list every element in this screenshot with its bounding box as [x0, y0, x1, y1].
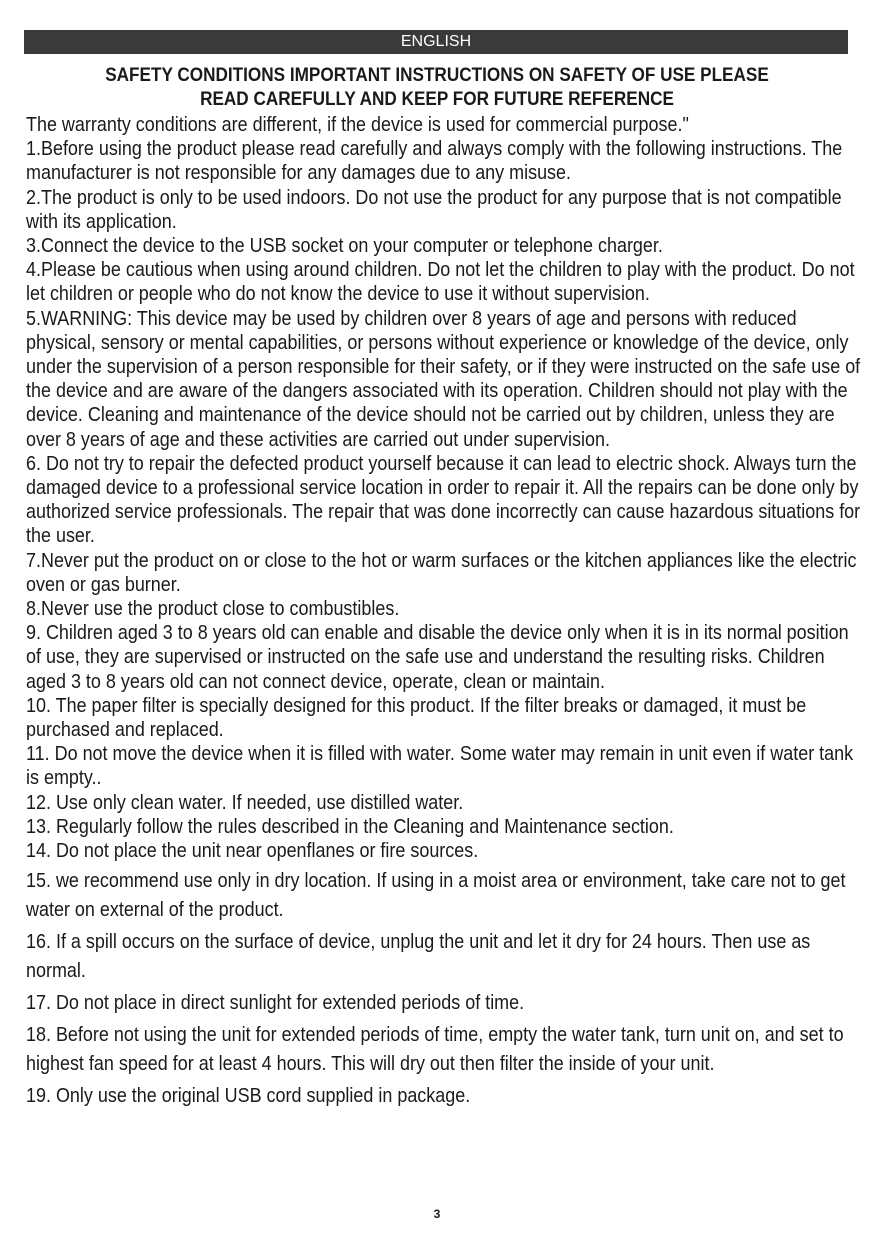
instruction-item: 7.Never put the product on or close to the hot or warm surfaces or the kitchen appliances like the electric oven or gas burner.	[26, 548, 857, 596]
instruction-item: 10. The paper filter is specially designed for this product. If the filter breaks or damaged, it must be purchased and replaced.	[26, 693, 807, 742]
instruction-item: 13. Regularly follow the rules described in the Cleaning and Maintenance section.	[26, 814, 674, 838]
instruction-item: 2.The product is only to be used indoors. Do not use the product for any purpose that is not compatible with its application.	[26, 185, 842, 233]
instruction-item: 8.Never use the product close to combustibles.	[26, 597, 400, 621]
instruction-item: 16. If a spill occurs on the surface of device, unplug the unit and let it dry for 24 hours. Then use as normal.	[26, 930, 811, 982]
safety-heading	[75, 63, 798, 111]
instruction-item: 17. Do not place in direct sunlight for extended periods of time.	[26, 990, 525, 1014]
page-number: 3	[433, 1207, 441, 1221]
safety-heading-line-1: SAFETY CONDITIONS IMPORTANT INSTRUCTIONS ON SAFETY OF USE PLEASE	[105, 64, 769, 86]
language-label: ENGLISH	[400, 33, 472, 50]
instruction-item: 9. Children aged 3 to 8 years old can enable and disable the device only when it is in its normal position of use, they are supervised or instructed on the safe use and understand the resulting risks. Children aged 3 to 8 years old can not connect device, operate, clean or maintain.	[26, 621, 849, 693]
instruction-item: 11. Do not move the device when it is filled with water. Some water may remain in unit even if water tank is empty..	[26, 742, 854, 790]
warranty-intro: The warranty conditions are different, if the device is used for commercial purpose."	[26, 113, 689, 136]
instruction-item: 14. Do not place the unit near openflanes or fire sources.	[26, 839, 479, 863]
instructions-body	[26, 113, 863, 1111]
language-header-bar	[24, 30, 848, 54]
instruction-item: 6. Do not try to repair the defected product yourself because it can lead to electric shock. Always turn the damaged device to a professional service location in order to repair it. All the repairs can be done only by authorized service professionals. The repair that was done incorrectly can cause hazardous situations for the user.	[26, 451, 861, 548]
instruction-item: 15. we recommend use only in dry location. If using in a moist area or environment, take care not to get water on external of the product.	[26, 869, 846, 921]
safety-heading-line-2: READ CAREFULLY AND KEEP FOR FUTURE REFERENCE	[200, 88, 674, 110]
instruction-item: 18. Before not using the unit for extended periods of time, empty the water tank, turn unit on, and set to highest fan speed for at least 4 hours. This will dry out then filter the inside of your unit.	[26, 1023, 844, 1075]
instruction-item: 19. Only use the original USB cord supplied in package.	[26, 1084, 471, 1108]
instruction-item: 12. Use only clean water. If needed, use distilled water.	[26, 790, 464, 814]
instruction-item: 4.Please be cautious when using around children. Do not let the children to play with the product. Do not let children or people who do not know the device to use it without supervision.	[26, 258, 855, 306]
instruction-item: 5.WARNING: This device may be used by children over 8 years of age and persons with reduced physical, sensory or mental capabilities, or persons without experience or knowledge of the device, only under the supervision of a person responsible for their safety, or if they were instructed on the safe use of the device and are aware of the dangers associated with its operation. Children should not play with the device. Cleaning and maintenance of the device should not be carried out by children, unless they are over 8 years of age and these activities are carried out under supervision.	[26, 306, 861, 451]
instruction-item: 1.Before using the product please read carefully and always comply with the following instructions. The manufacturer is not responsible for any damages due to any misuse.	[26, 137, 843, 185]
instruction-item: 3.Connect the device to the USB socket on your computer or telephone charger.	[26, 234, 663, 258]
